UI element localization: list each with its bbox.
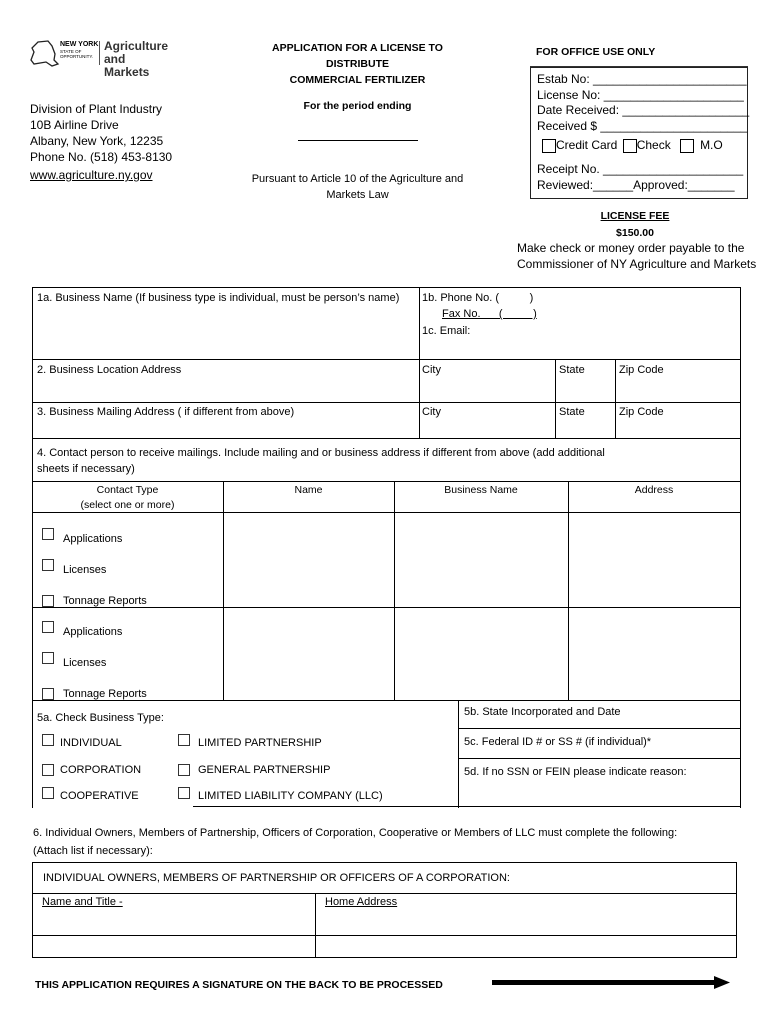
credit-card-label: Credit Card — [556, 138, 618, 152]
mailing-state-field[interactable]: State — [559, 406, 585, 418]
credit-card-checkbox[interactable] — [542, 139, 556, 153]
pursuant-line1: Pursuant to Article 10 of the Agriculture and — [251, 173, 464, 185]
check-label: Check — [636, 138, 671, 152]
state-incorporated-field[interactable]: 5b. State Incorporated and Date — [464, 706, 621, 718]
federal-id-field[interactable]: 5c. Federal ID # or SS # (if individual)* — [464, 736, 652, 748]
no-ssn-reason-field[interactable]: 5d. If no SSN or FEIN please indicate reason: — [464, 766, 687, 778]
general-partnership-checkbox[interactable] — [178, 764, 190, 776]
location-address-field[interactable]: 2. Business Location Address — [37, 364, 182, 376]
type-general-partnership — [178, 764, 330, 776]
tonnage-reports-label-1: Tonnage Reports — [63, 595, 147, 607]
office-use-fields — [537, 72, 749, 134]
logo-dept-line2: and Markets — [104, 52, 150, 79]
tonnage-reports-label-2: Tonnage Reports — [63, 688, 147, 700]
applications-label-2: Applications — [63, 626, 123, 638]
contact-business-name-header: Business Name — [444, 484, 518, 496]
applications-label-1: Applications — [63, 533, 123, 545]
contact-person-line1: 4. Contact person to receive mailings. Include mailing and or business address if different from above (add additional — [37, 447, 605, 459]
agency-city: Albany, New York, 12235 — [30, 134, 164, 148]
received-amount: Received $ ______________________ — [537, 118, 748, 133]
location-zip-field[interactable]: Zip Code — [619, 364, 664, 376]
type-corporation — [42, 764, 141, 776]
agency-address — [30, 101, 172, 183]
new-york-state-map-icon — [30, 40, 60, 68]
license-no: License No: _____________________ — [537, 87, 744, 102]
office-use-title: FOR OFFICE USE ONLY — [536, 46, 656, 58]
contact-type-line2: (select one or more) — [80, 499, 175, 511]
agency-phone: Phone No. (518) 453-8130 — [30, 150, 173, 164]
owners-col-name-title: Name and Title - — [42, 896, 123, 908]
logo-dept-line1: Agriculture — [104, 39, 169, 53]
payable-line1: Make check or money order payable to the — [517, 241, 745, 255]
owners-line1: 6. Individual Owners, Members of Partnership, Officers of Corporation, Cooperative or Members of LLC must complete the following: — [33, 827, 678, 839]
contact-name-header: Name — [294, 484, 323, 496]
contact-type-line1: Contact Type — [96, 484, 159, 496]
nys-logo — [30, 39, 170, 79]
corporation-label: CORPORATION — [60, 764, 142, 776]
title-line1: APPLICATION FOR A LICENSE TO — [272, 42, 443, 54]
payable-line2: Commissioner of NY Agriculture and Markets — [517, 257, 757, 271]
business-name-field[interactable]: 1a. Business Name (If business type is individual, must be person’s name) — [37, 292, 400, 304]
owners-table-header: INDIVIDUAL OWNERS, MEMBERS OF PARTNERSHIP OR OFFICERS OF A CORPORATION: — [43, 872, 510, 884]
mo-label: M.O — [700, 138, 723, 152]
agency-division: Division of Plant Industry — [30, 102, 163, 116]
limited-partnership-checkbox[interactable] — [178, 734, 190, 746]
contact-group-1 — [42, 524, 147, 617]
owners-line2: (Attach list if necessary): — [33, 845, 153, 857]
date-received: Date Received: ___________________ — [537, 103, 750, 117]
corporation-checkbox[interactable] — [42, 764, 54, 776]
title-line3: COMMERCIAL FERTILIZER — [289, 74, 426, 86]
contact-type-header — [32, 483, 223, 513]
agency-street: 10B Airline Drive — [30, 118, 119, 132]
tonnage-reports-checkbox-2[interactable] — [42, 688, 54, 700]
title-line2: DISTRIBUTE — [326, 58, 389, 70]
check-checkbox[interactable] — [623, 139, 637, 153]
applications-checkbox-2[interactable] — [42, 621, 54, 633]
applications-checkbox-1[interactable] — [42, 528, 54, 540]
business-type-label: 5a. Check Business Type: — [37, 712, 164, 724]
contact-person-line2: sheets if necessary) — [37, 463, 135, 475]
signature-notice: THIS APPLICATION REQUIRES A SIGNATURE ON THE BACK TO BE PROCESSED — [35, 979, 443, 991]
licenses-label-2: Licenses — [63, 657, 107, 669]
estab-no: Estab No: _______________________ — [537, 72, 747, 86]
cooperative-label: COOPERATIVE — [60, 790, 139, 802]
form-title — [250, 40, 465, 88]
reviewed-approved: Reviewed:______Approved:_______ — [537, 177, 735, 192]
agency-website-link[interactable]: www.agriculture.ny.gov — [30, 168, 153, 182]
licenses-label-1: Licenses — [63, 564, 107, 576]
payment-method — [542, 138, 723, 153]
phone-field[interactable]: 1b. Phone No. ( ) — [422, 292, 534, 304]
mailing-address-field[interactable]: 3. Business Mailing Address ( if different from above) — [37, 406, 295, 418]
mailing-zip-field[interactable]: Zip Code — [619, 406, 664, 418]
type-individual — [42, 737, 122, 749]
type-llc — [178, 790, 383, 802]
licenses-checkbox-1[interactable] — [42, 559, 54, 571]
receipt-no: Receipt No. _____________________ — [537, 162, 744, 176]
individual-checkbox[interactable] — [42, 734, 54, 746]
pursuant-line2: Markets Law — [326, 189, 389, 201]
logo-ny-line3: OPPORTUNITY. — [60, 54, 94, 59]
location-city-field[interactable]: City — [422, 364, 441, 376]
tonnage-reports-checkbox-1[interactable] — [42, 595, 54, 607]
general-partnership-label: GENERAL PARTNERSHIP — [198, 764, 331, 776]
owners-col-home-address: Home Address — [325, 896, 398, 908]
location-state-field[interactable]: State — [559, 364, 585, 376]
cooperative-checkbox[interactable] — [42, 787, 54, 799]
arrow-right-icon — [492, 975, 732, 991]
license-fee-amount: $150.00 — [616, 227, 654, 239]
payable-text — [517, 240, 756, 272]
license-fee-title: LICENSE FEE — [600, 210, 670, 222]
contact-address-header: Address — [634, 484, 674, 496]
mo-checkbox[interactable] — [680, 139, 694, 153]
licenses-checkbox-2[interactable] — [42, 652, 54, 664]
period-ending-label: For the period ending — [303, 100, 412, 112]
office-use-receipt — [537, 162, 743, 193]
type-cooperative — [42, 790, 139, 802]
fax-field[interactable]: Fax No. ( ) — [442, 308, 537, 320]
mailing-city-field[interactable]: City — [422, 406, 441, 418]
logo-ny-line1: NEW YORK — [60, 41, 99, 48]
owners-instructions — [33, 824, 677, 860]
llc-label: LIMITED LIABILITY COMPANY (LLC) — [198, 790, 383, 802]
email-field[interactable]: 1c. Email: — [422, 325, 471, 337]
contact-person-instructions — [37, 445, 605, 477]
limited-partnership-label: LIMITED PARTNERSHIP — [198, 737, 322, 749]
llc-checkbox[interactable] — [178, 787, 190, 799]
type-limited-partnership — [178, 737, 322, 749]
contact-group-2 — [42, 617, 147, 710]
individual-label: INDIVIDUAL — [60, 737, 122, 749]
logo-ny-line2: STATE OF — [60, 49, 82, 54]
period-ending-line[interactable] — [298, 140, 418, 141]
pursuant-text — [245, 171, 470, 203]
